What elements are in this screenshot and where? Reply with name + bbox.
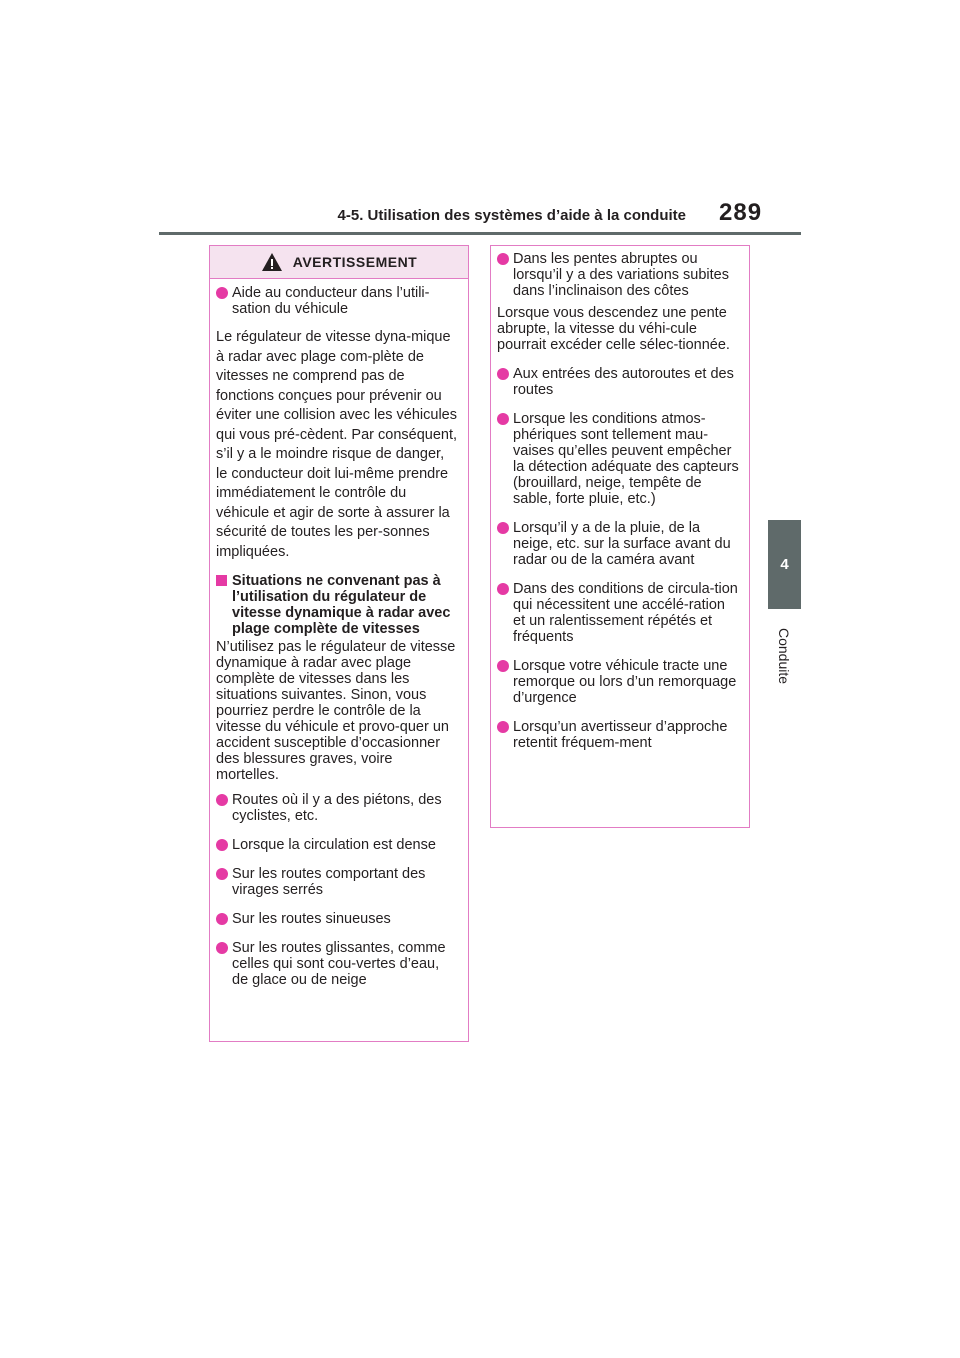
list-item [216,837,458,853]
warning-header [210,246,468,279]
square-bullet-icon [216,575,227,586]
bullet-icon [216,839,228,851]
bullet-icon [216,868,228,880]
chapter-label-text: Conduite [776,627,792,685]
warning-paragraph: Le régulateur de vitesse dyna-mique à radar avec plage com-plète de vitesses ne comprend pas de fonctions conçues pour prévenir ou éviter une collision avec les véhicules qui vous pré-cèdent. Par conséquent, s’il y a le moindre risque de danger, le conducteur doit lui-même prendre immédiatement le contrôle du véhicule et agir de sorte à assurer la sécurité de toutes les per-sonnes impliquées. [216,329,458,560]
bullet-text: Sur les routes sinueuses [232,911,391,927]
chapter-tab[interactable] [768,520,801,609]
list-item [497,658,739,706]
bullet-icon [497,413,509,425]
list-item [497,411,739,507]
bullet-icon [497,253,509,265]
bullet-text: Lorsque les conditions atmos-phériques sont tellement mau-vaises qu’elles peuvent empêcher la détection adéquate des capteurs (brouillard, neige, tempête de sable, forte pluie, etc.) [513,411,739,507]
warning-paragraph: Lorsque vous descendez une pente abrupte, la vitesse du véhi-cule pourrait excéder celle sélec-tionnée. [497,305,730,353]
bullet-text: Sur les routes glissantes, comme celles qui sont cou-vertes d’eau, de glace ou de neige [232,940,446,988]
list-item [216,792,458,824]
list-item [497,581,739,645]
heading-text: Situations ne convenant pas à l’utilisation du régulateur de vitesse dynamique à radar avec plage complète de vitesses [232,573,451,637]
list-item [497,520,739,568]
list-item [497,366,739,398]
warning-box-left [209,245,469,1042]
warning-paragraph: N’utilisez pas le régulateur de vitesse dynamique à radar avec plage complète de vitesses dans les situations suivantes. Sinon, vous pourriez perdre le contrôle de la vitesse du véhicule et provo-quer un accident susceptible d’occasionner des blessures graves, voire mortelles. [216,639,456,783]
list-item [497,719,739,751]
bullet-icon [497,660,509,672]
bullet-icon [216,913,228,925]
page-number: 289 [719,199,763,226]
list-item [216,940,458,988]
header-divider [159,232,801,235]
bullet-text: Dans les pentes abruptes ou lorsqu’il y a des variations subites dans l’inclinaison des côtes [513,251,729,299]
bullet-text: Routes où il y a des piétons, des cyclistes, etc. [232,792,442,824]
warning-title: AVERTISSEMENT [292,254,418,270]
bullet-icon [216,942,228,954]
bullet-text: Lorsque la circulation est dense [232,837,436,853]
bullet-icon [497,522,509,534]
bullet-icon [497,368,509,380]
list-item [497,251,739,299]
bullet-text: Aide au conducteur dans l’utili-sation du véhicule [232,285,430,317]
warning-triangle-icon [261,252,283,272]
bullet-text: Lorsqu’il y a de la pluie, de la neige, etc. sur la surface avant du radar ou de la caméra avant [513,520,731,568]
bullet-text: Sur les routes comportant des virages serrés [232,866,426,898]
bullet-text: Aux entrées des autoroutes et des routes [513,366,734,398]
bullet-text: Lorsque votre véhicule tracte une remorque ou lors d’un remorquage d’urgence [513,658,737,706]
bullet-icon [497,721,509,733]
list-item [216,285,458,317]
warning-box-right [490,245,750,828]
bullet-icon [216,287,228,299]
bullet-text: Lorsqu’un avertisseur d’approche retentit fréquem-ment [513,719,728,751]
section-title: 4-5. Utilisation des systèmes d’aide à la conduite [337,207,686,224]
bullet-icon [497,583,509,595]
list-item [216,911,458,927]
bullet-icon [216,794,228,806]
list-item [216,866,458,898]
chapter-number: 4 [780,556,789,573]
chapter-label [767,621,801,691]
bullet-text: Dans des conditions de circula-tion qui nécessitent une accélé-ration et un ralentissement répétés et fréquents [513,581,738,645]
section-heading [216,573,458,637]
